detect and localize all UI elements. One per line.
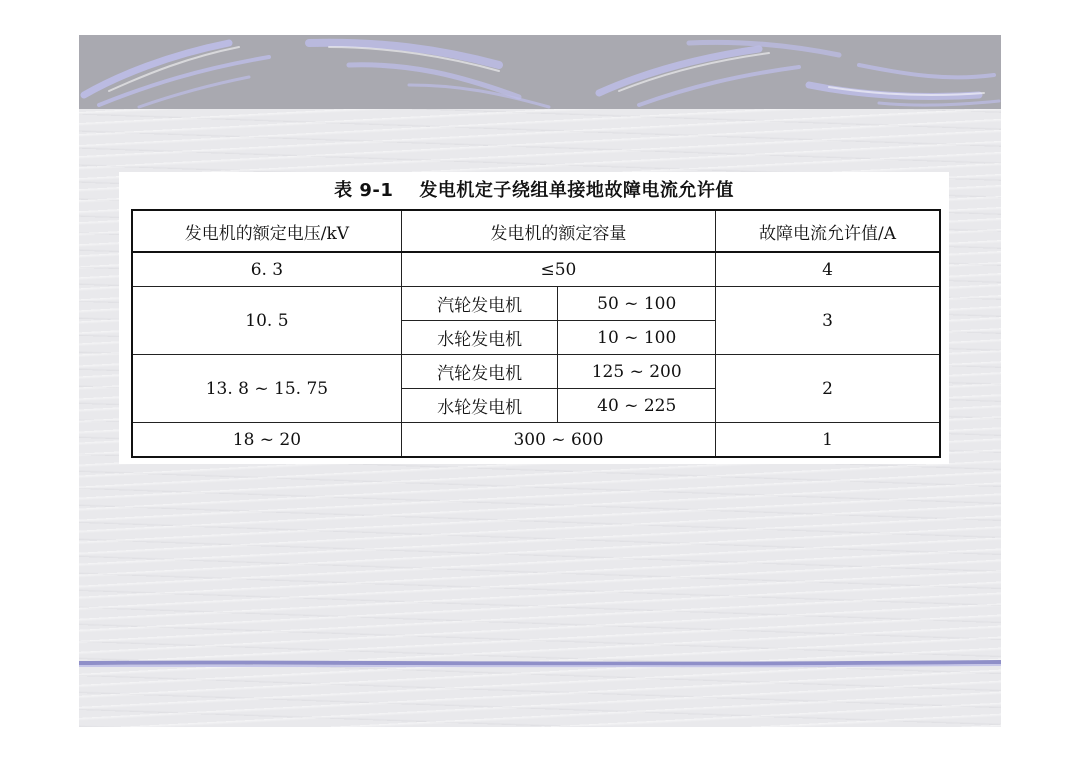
cell-capacity: 10 ~ 100 — [558, 321, 716, 355]
cell-voltage: 13. 8 ~ 15. 75 — [132, 355, 401, 423]
cell-capacity: 300 ~ 600 — [401, 423, 715, 458]
cell-capacity: 40 ~ 225 — [558, 389, 716, 423]
cell-voltage: 10. 5 — [132, 287, 401, 355]
cell-voltage: 18 ~ 20 — [132, 423, 401, 458]
cell-current: 2 — [716, 355, 940, 423]
table-row — [132, 355, 940, 389]
cell-current: 4 — [716, 252, 940, 287]
bottom-decorative-rule — [79, 657, 1001, 671]
table-row — [132, 287, 940, 321]
table-row — [132, 423, 940, 458]
cell-capacity: 125 ~ 200 — [558, 355, 716, 389]
cell-current: 1 — [716, 423, 940, 458]
table-panel — [119, 172, 949, 464]
cell-current: 3 — [716, 287, 940, 355]
table-number: 表 9-1 — [334, 180, 394, 201]
cell-capacity: ≤50 — [401, 252, 715, 287]
header-current: 故障电流允许值/A — [716, 210, 940, 252]
cell-generator-type: 水轮发电机 — [401, 321, 558, 355]
table-header-row — [132, 210, 940, 252]
fault-current-table — [131, 209, 941, 458]
table-caption — [119, 176, 949, 202]
cell-generator-type: 汽轮发电机 — [401, 355, 558, 389]
decorative-banner — [79, 35, 1001, 109]
cell-generator-type: 水轮发电机 — [401, 389, 558, 423]
slide — [79, 35, 1001, 727]
table-title: 发电机定子绕组单接地故障电流允许值 — [419, 180, 734, 201]
cell-capacity: 50 ~ 100 — [558, 287, 716, 321]
header-voltage: 发电机的额定电压/kV — [132, 210, 401, 252]
table-row — [132, 252, 940, 287]
cell-generator-type: 汽轮发电机 — [401, 287, 558, 321]
header-capacity: 发电机的额定容量 — [401, 210, 715, 252]
swoosh-decoration — [79, 35, 1001, 109]
cell-voltage: 6. 3 — [132, 252, 401, 287]
